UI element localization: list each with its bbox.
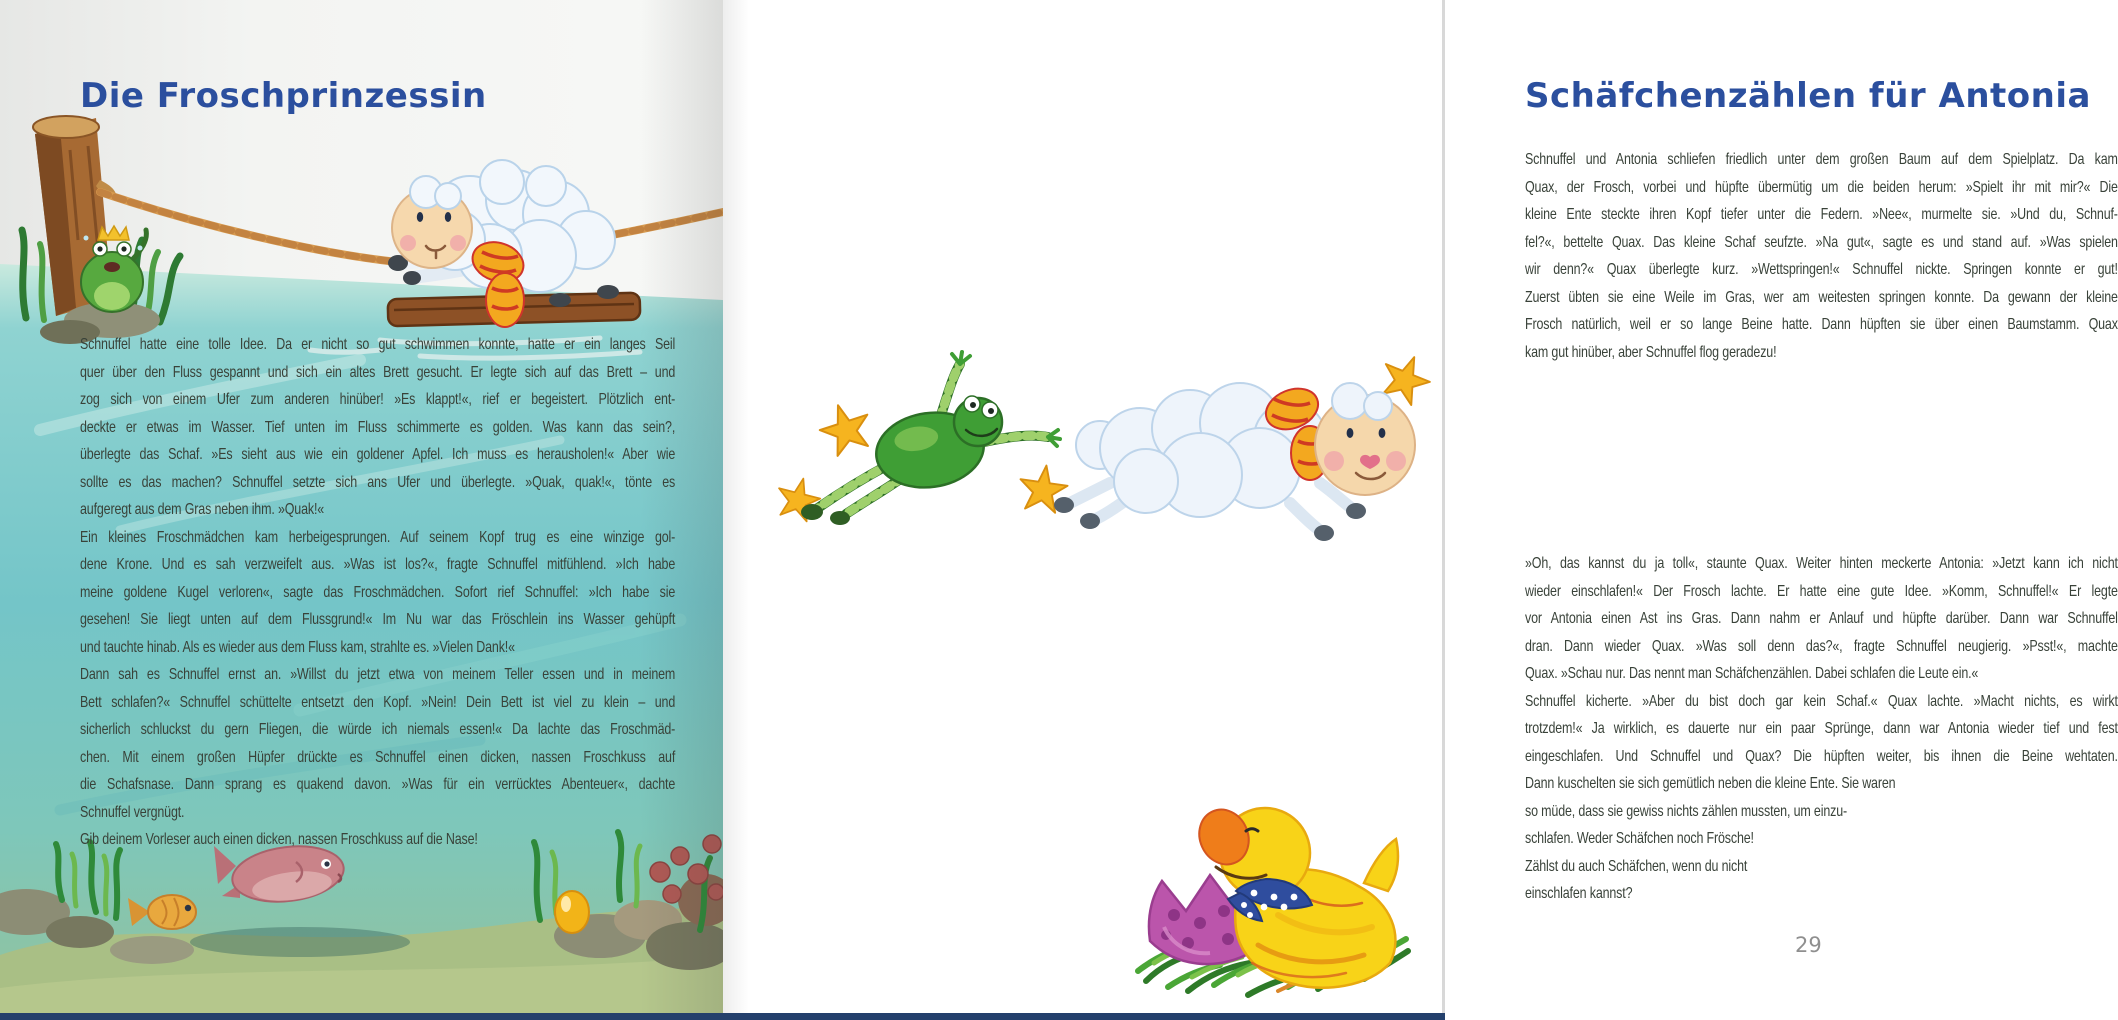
text-line: die Schafsnase. Dann sprang es quakend davon. »Was für ein verrücktes Abenteuer«, dachte — [80, 776, 676, 793]
left-page — [0, 0, 723, 1020]
jumping-animals-illustration — [760, 358, 1445, 548]
page-right-edge — [1442, 0, 1445, 1020]
text-line: Schnuffel kicherte. »Aber du bist doch gar kein Schaf.« Quax lachte. »Macht nichts, es wirkt — [1525, 692, 2118, 710]
text-line: Dann kuschelten sie sich gemütlich neben die kleine Ente. Sie waren — [1525, 775, 1896, 792]
golden-ball-illustration — [555, 891, 589, 933]
text-line: so müde, dass sie gewiss nichts zählen mussten, um einzu- — [1525, 802, 1847, 820]
left-page-title: Die Froschprinzessin — [80, 76, 487, 116]
text-line: dene Krone. Und es sah verzweifelt aus. »Was ist los?«, fragte Schnuffel mitfühlend. »Ich habe — [80, 556, 676, 573]
text-line: wir denn?« Quax überlegte kurz. »Wettspringen!« Schnuffel nickte. Springen konnte er gut! — [1525, 261, 2118, 278]
text-line: Frosch natürlich, weil er so lange Beine hatte. Dann hüpften sie über einen Baumstamm. Quax — [1525, 316, 2118, 333]
text-line: Ein kleines Froschmädchen kam herbeigesprungen. Auf seinem Kopf trug es eine winzige gol- — [80, 528, 676, 546]
text-line: sollte es das machen? Schnuffel setzte sich ans Ufer und überlegte. »Quak, quak!«, tönte es — [80, 473, 676, 491]
text-line: Schnuffel vergnügt. — [80, 803, 185, 821]
text-line: Quax, der Frosch, vorbei und hüpfte übermütig um die beiden herum: »Spielt ihr mit mir?« Die — [1525, 178, 2118, 196]
text-line: fel?«, bettelte Quax. Das kleine Schaf seufzte. »Na gut«, sagte es und stand auf. »Was spielen — [1525, 233, 2118, 251]
right-page-title: Schäfchenzählen für Antonia — [1525, 76, 2091, 116]
text-line: »Oh, das kannst du ja toll«, staunte Quax. Weiter hinten meckerte Antonia: »Jetzt kann ich nicht — [1525, 555, 2118, 572]
text-line: Zählst du auch Schäfchen, wenn du nicht — [1525, 857, 1748, 875]
text-line: kleine Ente steckte ihren Kopf tiefer unter die Federn. »Nee«, murmelte sie. »Und du, Schnuf- — [1525, 206, 2118, 223]
text-line: trotzdem!« Ja wirklich, es dauerte nur ein paar Sprünge, dann war Antonia wieder tief und fest — [1525, 720, 2118, 737]
text-line: einschlafen kannst? — [1525, 885, 1633, 902]
text-line: kam gut hinüber, aber Schnuffel flog geradezu! — [1525, 343, 1777, 361]
text-line: deckte er etwas im Wasser. Tief unten im Fluss schimmerte es golden. Was kann das sein?, — [80, 418, 676, 436]
text-line: eingeschlafen. Und Schnuffel und Quax? Die hüpften weiter, bis ihnen die Beine wehtaten. — [1525, 747, 2118, 765]
text-line: vor Antonia einen Ast ins Gras. Dann nahm er Anlauf und hüpfte darüber. Dann war Schnuffel — [1525, 610, 2118, 627]
text-line: überlegte das Schaf. »Es sieht aus wie ein goldener Apfel. Ich muss es herausholen!« Aber wie — [80, 446, 676, 463]
text-line: dran. Dann wieder Quax. »Was soll denn das?«, fragte Schnuffel neugierig. »Psst!«, machte — [1525, 637, 2118, 655]
text-line: Quax. »Schau nur. Das nennt man Schäfchenzählen. Dabei schlafen die Leute ein.« — [1525, 665, 1979, 682]
text-line: wieder einschlafen!« Der Frosch lachte. Er hatte eine gute Idee. »Komm, Schnuffel!« Er legte — [1525, 582, 2118, 600]
text-line: Schnuffel hatte eine tolle Idee. Da er nicht so gut schwimmen konnte, hatte er ein langes Seil — [80, 336, 676, 353]
text-line: Dann sah es Schnuffel ernst an. »Willst du jetzt etwa von meinem Teller essen und in meinem — [80, 666, 676, 683]
right-page-body-2 — [1525, 550, 2118, 908]
right-page-body-1 — [1525, 146, 2118, 366]
left-page-body — [80, 331, 675, 854]
text-line: Bett schlafen?« Schnuffel schüttelte entsetzt den Kopf. »Nein! Dein Bett ist viel zu klein – und — [80, 693, 676, 711]
book-bottom-edge — [0, 1013, 1445, 1020]
text-line: Schnuffel und Antonia schliefen friedlich unter dem großen Baum auf dem Spielplatz. Da kam — [1525, 151, 2118, 168]
text-line: Gib deinem Vorleser auch einen dicken, nassen Froschkuss auf die Nase! — [80, 831, 478, 848]
text-line: zog sich von einem Ufer zum anderen hinüber! »Es klappt!«, rief er begeistert. Plötzlich ent- — [80, 391, 676, 408]
text-line: gesehen! Sie liegt unten auf dem Flussgrund!« Im Nu war das Fröschlein ins Wasser gehüpft — [80, 611, 676, 628]
text-line: meine goldene Kugel verloren«, sagte das Froschmädchen. Sofort rief Schnuffel: »Ich habe sie — [80, 583, 676, 601]
jumping-sheep-illustration — [1054, 381, 1415, 541]
sleeping-duck-illustration — [1128, 795, 1420, 1013]
text-line: chen. Mit einem großen Hüpfer drückte es Schnuffel einen dicken, nassen Froschkuss auf — [80, 748, 676, 766]
star-icon — [814, 398, 876, 459]
text-line: Zuerst übten sie eine Weile im Gras, wer am weitesten springen konnte. Da gewann der kleine — [1525, 288, 2118, 306]
text-line: schlafen. Weder Schäfchen noch Frösche! — [1525, 830, 1754, 847]
page-number: 29 — [1795, 933, 1822, 957]
text-line: quer über den Fluss gespannt und sich ein altes Brett gesucht. Er legte sich auf das Brett – und — [80, 363, 676, 381]
text-line: aufgeregt aus dem Gras neben ihm. »Quak!« — [80, 501, 325, 518]
text-line: sicherlich schluckst du gern Fliegen, die würde ich niemals essen!« Da lachte das Froschmäd- — [80, 721, 676, 738]
text-line: und tauchte hinab. Als es wieder aus dem Fluss kam, strahlte es. »Vielen Dank!« — [80, 638, 515, 656]
